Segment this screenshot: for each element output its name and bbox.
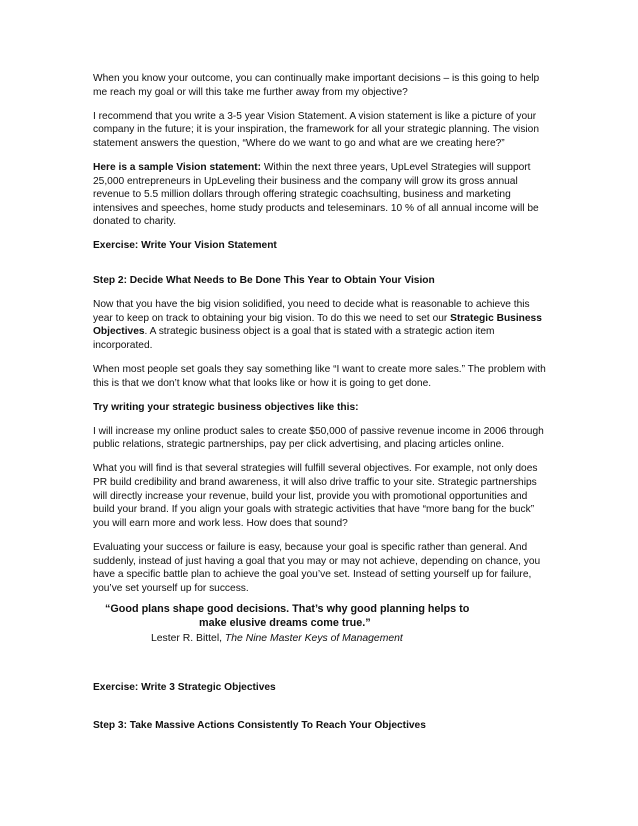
sample-vision-label: Here is a sample Vision statement: [93, 161, 261, 173]
sample-vision-text: Within the next three years, UpLevel Strategies will support 25,000 entrepreneurs in UpLeveling their business and the company will grow its gross annual revenue to 5.5 million dollars through offering strategic coachsulting, business and marketing intensives and speeches, home study products and teleseminars. 10 % of all annual income will be donated to charity. [93, 161, 539, 228]
try-writing-heading [93, 401, 551, 415]
strategic-objectives-term: Strategic Business Objectives [93, 312, 542, 338]
paragraph-vision-recommendation: I recommend that you write a 3-5 year Vision Statement. A vision statement is like a picture of your company in the future; it is your inspiration, the framework for all your strategic planning. The vision statement answers the question, “Where do we want to go and what are we creating here?” [93, 110, 540, 149]
quote-line-2: make elusive dreams come true.” [199, 617, 371, 630]
strategic-objectives-text-a: Now that you have the big vision solidified, you need to decide what is reasonable to achieve this year to keep on track to obtaining your big vision. To do this we need to set our [93, 299, 530, 324]
exercise-vision-label: Exercise: Write Your Vision Statement [93, 240, 277, 252]
exercise-vision-heading [93, 239, 551, 253]
paragraph-strategic-objectives [93, 298, 551, 352]
paragraph-strategies: What you will find is that several strategies will fulfill several objectives. For example, not only does PR build credibility and brand awareness, it will also drive traffic to your site. Strategic partnerships will directly increase your revenue, build your list, provide you with promotional opportunities and build your brand. If you align your goals with strategic activities that have “more bang for the buck” you will earn more and work less. How does that sound? [93, 463, 538, 529]
quote-line-1: “Good plans shape good decisions. That’s why good planning helps to [105, 603, 470, 616]
paragraph-evaluating: Evaluating your success or failure is easy, because your goal is specific rather than general. And suddenly, instead of just having a goal that you may or may not achieve, depending on chance, you have a specific battle plan to achieve the goal you’ve set. Instead of setting yourself up for failure, you’ve set yourself up for success. [93, 541, 541, 594]
step3-heading [93, 719, 551, 733]
quote-author: Lester R. Bittel, [151, 633, 225, 645]
exercise-objectives-label: Exercise: Write 3 Strategic Objectives [93, 682, 276, 694]
step2-heading [93, 274, 551, 288]
paragraph-goal-setting: When most people set goals they say something like “I want to create more sales.” The problem with this is that we don’t know what that looks like or how it is going to get done. [93, 364, 546, 389]
step3-label: Step 3: Take Massive Actions Consistently To Reach Your Objectives [93, 719, 426, 731]
step2-label: Step 2: Decide What Needs to Be Done This Year to Obtain Your Vision [93, 275, 435, 287]
document-page [93, 72, 551, 743]
paragraph-outcome: When you know your outcome, you can continually make important decisions – is this going to help me reach my goal or will this take me further away from my objective? [93, 73, 540, 98]
quote-block [93, 602, 551, 646]
exercise-objectives-heading [93, 681, 551, 695]
try-writing-label: Try writing your strategic business objectives like this: [93, 401, 359, 413]
quote-attribution [93, 632, 551, 646]
paragraph-sample-vision [93, 161, 551, 229]
quote-book-title: The Nine Master Keys of Management [224, 633, 403, 645]
paragraph-example-objective: I will increase my online product sales to create $50,000 of passive revenue income in 2006 through public relations, strategic partnerships, pay per click advertising, and placing articles online. [93, 425, 544, 451]
strategic-objectives-text-b: . A strategic business object is a goal that is stated with a strategic action item incorporated. [93, 326, 495, 351]
